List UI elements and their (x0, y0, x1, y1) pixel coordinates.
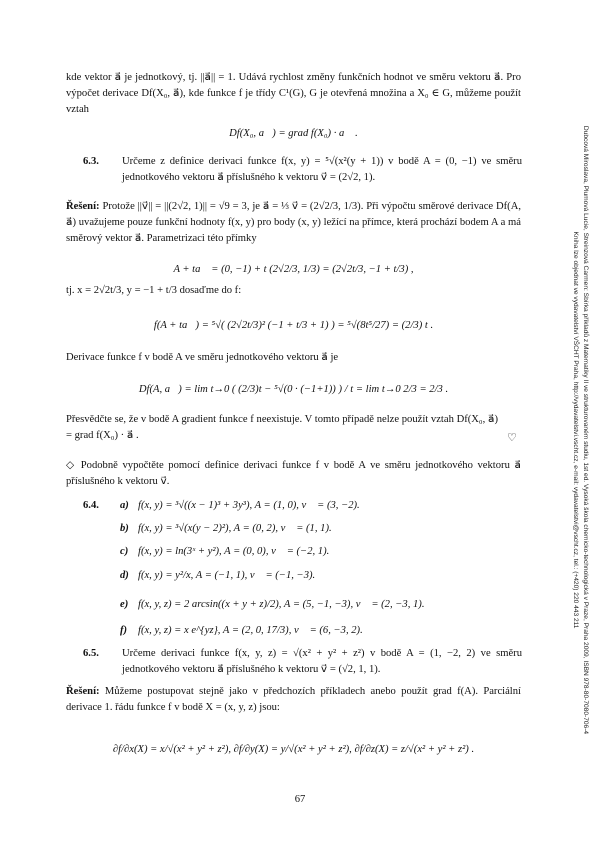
exercise-expression: f(x, y) = ³√(x(y − 2)²), A = (0, 2), v⃗ = (1, 1). (138, 523, 332, 534)
exercise-item-c (120, 544, 530, 560)
exercise-expression: f(x, y) = ln(3ˣ + y²), A = (0, 0), v⃗ = (−2, 1). (138, 546, 330, 557)
page-number: 67 (294, 794, 306, 805)
exercise-label: c) (120, 546, 129, 557)
solution-paragraph: Můžeme postupovat stejně jako v předchozích příkladech anebo použít grad f(A). Parciální derivace 1. řádu funkce f v bodě X = (x, y, z) jsou: (66, 686, 521, 713)
example-6-3-solution (66, 199, 521, 247)
conclusion-paragraph: Přesvědčte se, že v bodě A gradient funkce f neexistuje. V tomto případě nelze použít vztah Df(X₀, a⃗) = grad f(X₀) · a⃗ . (66, 414, 498, 441)
example-6-3-text: Určeme z definice derivaci funkce f(x, y) = ⁵√(x²(y + 1)) v bodě A = (0, −1) ve směru jednotkového vektoru a⃗ příslušného k vektoru v⃗ = (2√2, 1). (122, 156, 522, 183)
exercise-label: e) (120, 599, 129, 610)
equation-parametrization: A + ta⃗ = (0, −1) + t (2√2/3, 1/3) = (2√2t/3, −1 + t/3) , (173, 264, 414, 275)
side-note (565, 80, 595, 780)
exercise-item-e (120, 597, 530, 613)
equation-function-on-line: f(A + ta⃗) = ⁵√( (2√2t/3)² (−1 + t/3 + 1) ) = ⁵√(8t⁵/27) = (2/3) t . (153, 320, 434, 331)
example-6-5-solution (66, 684, 521, 716)
exercise-label: d) (120, 570, 129, 581)
solution-label: Řešení: (66, 201, 100, 212)
side-note-line-1: Dubcová Miroslava, Plumová Lucie, Streinzová Carmen: Sbírka příkladů z Matematiky II ve strukturovaném studiu, 1st ed. Vysoká škola chemicko-technologická v Praze, Praha 2009, ISBN 978-80-7080-706-4 (581, 125, 589, 735)
task-paragraph: ◇ Podobně vypočtěte pomocí definice derivaci funkce f v bodě A ve směru jednotkového vektoru a⃗ příslušného k vektoru v⃗. (66, 460, 521, 487)
intro-equation: Df(X₀, a⃗) = grad f(X₀) · a⃗ . (229, 128, 358, 139)
end-of-solution-mark: ♡ (507, 432, 517, 444)
exercise-item-d (120, 568, 530, 584)
intro-paragraph: kde vektor a⃗ je jednotkový, tj. ||a⃗|| = 1. Udává rychlost změny funkčních hodnot ve směru vektoru a⃗. Pro výpočet derivace Df(X₀, a⃗), kde funkce f je třídy C¹(G), G je otevřená množina a X₀ ∈ G, můžeme použít vztah (66, 72, 521, 115)
exercise-expression: f(x, y) = y²/x, A = (−1, 1), v⃗ = (−1, −3). (138, 570, 316, 581)
side-note-line-2: Kniha lze objednat ve vydavatelství VŠCHT Praha, http://vydavatelstvi.vscht.cz, e-mail: vydavatelstvi@vscht.cz, tel.: (+420) 220 443 211 (572, 231, 579, 629)
exercise-label: b) (120, 523, 129, 534)
derivative-text: Derivace funkce f v bodě A ve směru jednotkového vektoru a⃗ je (66, 352, 339, 363)
example-6-3-number: 6.3. (83, 156, 99, 167)
exercise-label: a) (120, 500, 129, 511)
exercise-label: f) (120, 625, 128, 636)
exercise-expression: f(x, y, z) = 2 arcsin((x + y + z)/2), A = (5, −1, −3), v⃗ = (2, −3, 1). (138, 599, 425, 610)
exercise-item-f (120, 623, 530, 639)
substitution-line: tj. x = 2√2t/3, y = −1 + t/3 dosaďme do f: (66, 285, 242, 296)
exercise-item-b (120, 521, 530, 537)
exercise-expression: f(x, y, z) = x e^{yz}, A = (2, 0, 17/3), v⃗ = (6, −3, 2). (138, 625, 363, 636)
solution-paragraph: Protože ||v⃗|| = ||(2√2, 1)|| = √9 = 3, je a⃗ = ⅓ v⃗ = (2√2/3, 1/3). Při výpočtu směrové derivace Df(A, a⃗) uvažujeme pouze funkční hodnoty f(x, y) pro body (x, y) ležící na přímce, která prochází bodem A a má směrový vektor a⃗. Parametrizaci této přímky (66, 201, 521, 244)
example-6-5-number: 6.5. (83, 648, 99, 659)
solution-label: Řešení: (66, 686, 100, 697)
exercise-expression: f(x, y) = ³√((x − 1)³ + 3y³), A = (1, 0), v⃗ = (3, −2). (138, 500, 360, 511)
exercise-item-a (120, 498, 530, 514)
example-6-5-text: Určeme derivaci funkce f(x, y, z) = √(x² + y² + z²) v bodě A = (1, −2, 2) ve směru jednotkového vektoru a⃗ příslušného k vektoru v⃗ = (√2, 1, 1). (122, 648, 522, 675)
example-6-4-number: 6.4. (83, 500, 99, 511)
equation-limit: Df(A, a⃗) = lim t→0 ( (2/3)t − ⁵√(0 · (−1+1)) ) / t = lim t→0 2/3 = 2/3 . (138, 384, 449, 395)
equation-partial-derivatives: ∂f/∂x(X) = x/√(x² + y² + z²), ∂f/∂y(X) = y/√(x² + y² + z²), ∂f/∂z(X) = z/√(x² + y² + z²) . (112, 744, 475, 755)
